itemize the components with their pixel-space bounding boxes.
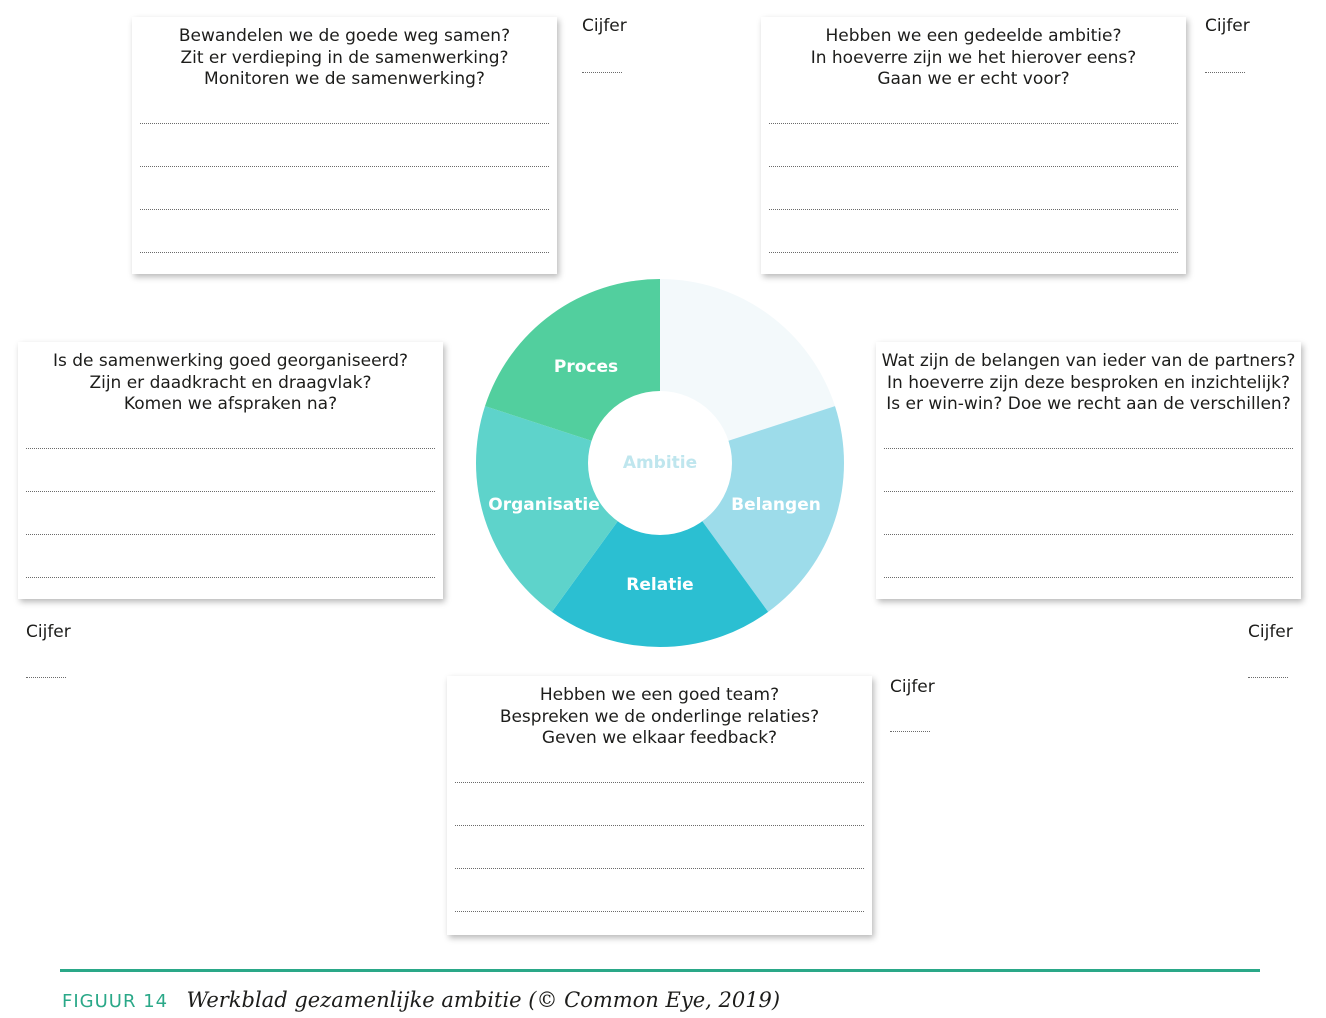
question-3: Is er win-win? Doe we recht aan de verschillen?: [886, 394, 1291, 414]
answer-line[interactable]: [26, 534, 435, 535]
answer-line[interactable]: [884, 448, 1293, 449]
card-ambitie: [761, 17, 1186, 274]
question-3: Monitoren we de samenwerking?: [204, 69, 485, 89]
answer-line[interactable]: [769, 123, 1178, 124]
answer-line[interactable]: [26, 491, 435, 492]
answer-line[interactable]: [769, 252, 1178, 253]
cijfer-label: Cijfer: [1205, 16, 1250, 36]
answer-lines[interactable]: [26, 342, 435, 599]
answer-lines[interactable]: [884, 342, 1293, 599]
answer-line[interactable]: [884, 577, 1293, 578]
segment-label-proces: Proces: [553, 357, 619, 377]
answer-lines[interactable]: [140, 17, 549, 274]
segment-label-relatie: Relatie: [626, 575, 694, 595]
question-1: Hebben we een goed team?: [539, 685, 780, 705]
question-1: Hebben we een gedeelde ambitie?: [825, 26, 1122, 46]
figure-number: FIGUUR 14: [62, 991, 169, 1012]
center-label-ambitie: Ambitie: [622, 453, 698, 473]
card-proces: [132, 17, 557, 274]
answer-lines[interactable]: [455, 676, 864, 935]
card-belangen: [876, 342, 1301, 599]
answer-line[interactable]: [140, 209, 549, 210]
question-3: Komen we afspraken na?: [123, 394, 338, 414]
question-3: Gaan we er echt voor?: [877, 69, 1070, 89]
figure-title: Werkblad gezamenlijke ambitie (© Common Eye, 2019): [186, 988, 781, 1012]
question-2: In hoeverre zijn deze besproken en inzichtelijk?: [887, 372, 1290, 393]
question-2: Zit er verdieping in de samenwerking?: [180, 47, 509, 68]
cijfer-field[interactable]: [1205, 72, 1245, 73]
answer-line[interactable]: [455, 782, 864, 783]
question-2: Zijn er daadkracht en draagvlak?: [89, 372, 372, 393]
question-1: Is de samenwerking goed georganiseerd?: [52, 351, 409, 371]
answer-line[interactable]: [26, 577, 435, 578]
cijfer-field[interactable]: [1248, 677, 1288, 678]
cijfer-label: Cijfer: [890, 677, 935, 697]
answer-line[interactable]: [455, 911, 864, 912]
cijfer-label: Cijfer: [26, 622, 71, 642]
answer-line[interactable]: [140, 252, 549, 253]
segment-label-belangen: Belangen: [731, 495, 821, 515]
question-3: Geven we elkaar feedback?: [541, 728, 778, 748]
cijfer-label: Cijfer: [1248, 622, 1293, 642]
card-organisatie: [18, 342, 443, 599]
card-relatie: [447, 676, 872, 935]
answer-line[interactable]: [26, 448, 435, 449]
question-2: Bespreken we de onderlinge relaties?: [499, 706, 820, 727]
answer-line[interactable]: [884, 491, 1293, 492]
cijfer-field[interactable]: [890, 731, 930, 732]
ambition-wheel: [476, 279, 846, 649]
answer-line[interactable]: [140, 166, 549, 167]
segment-label-organisatie: Organisatie: [488, 495, 600, 515]
question-1: Wat zijn de belangen van ieder van de partners?: [881, 351, 1296, 371]
answer-line[interactable]: [769, 166, 1178, 167]
cijfer-field[interactable]: [582, 72, 622, 73]
answer-line[interactable]: [455, 868, 864, 869]
question-1: Bewandelen we de goede weg samen?: [178, 26, 511, 46]
answer-line[interactable]: [769, 209, 1178, 210]
answer-line[interactable]: [884, 534, 1293, 535]
answer-line[interactable]: [140, 123, 549, 124]
figure-caption: [62, 988, 780, 1012]
question-2: In hoeverre zijn we het hierover eens?: [810, 47, 1137, 68]
cijfer-field[interactable]: [26, 677, 66, 678]
cijfer-label: Cijfer: [582, 16, 627, 36]
caption-rule: [60, 969, 1260, 972]
answer-line[interactable]: [455, 825, 864, 826]
answer-lines[interactable]: [769, 17, 1178, 274]
